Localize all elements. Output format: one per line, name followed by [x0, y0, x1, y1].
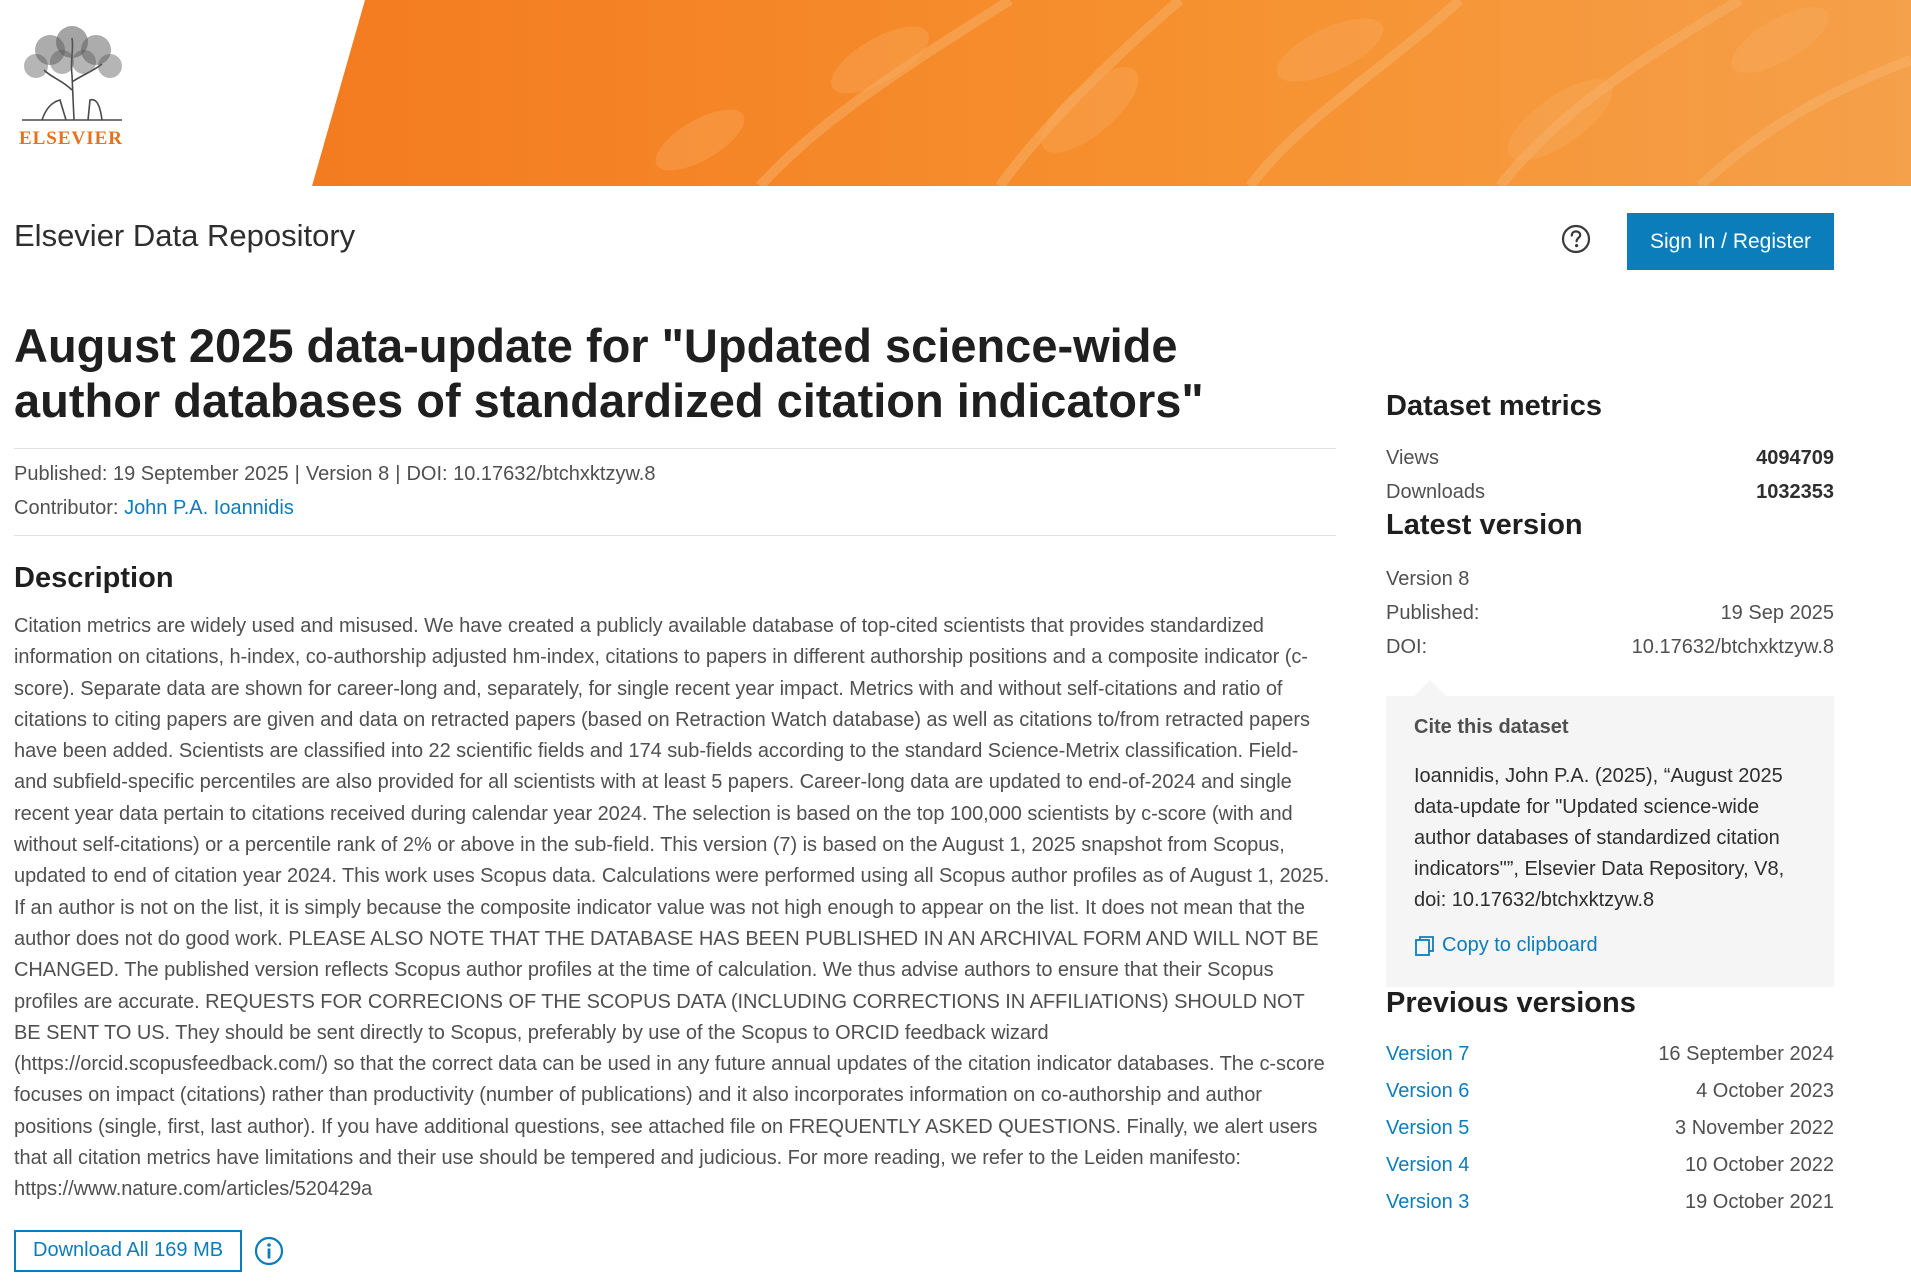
- download-row: [14, 1230, 1336, 1272]
- latest-version-info: [1386, 562, 1834, 664]
- separator: |: [294, 463, 300, 485]
- version-date: 10 October 2022: [1685, 1154, 1834, 1176]
- elsevier-tree-logo-icon: [12, 20, 130, 124]
- previous-version-row: [1386, 1073, 1834, 1110]
- downloads-row: [1386, 475, 1834, 509]
- views-row: [1386, 441, 1834, 475]
- previous-version-row: [1386, 1147, 1834, 1184]
- previous-version-row: [1386, 1110, 1834, 1147]
- download-all-button[interactable]: Download All 169 MB: [14, 1230, 242, 1272]
- previous-version-row: [1386, 1184, 1834, 1221]
- latest-version-heading: Latest version: [1386, 509, 1583, 541]
- previous-version-row: [1386, 1036, 1834, 1073]
- doi-label: DOI: 10.17632/btchxktzyw.8: [406, 463, 656, 485]
- question-circle-icon[interactable]: [1561, 224, 1591, 254]
- version-link[interactable]: Version 5: [1386, 1117, 1470, 1139]
- previous-versions-list: [1386, 1036, 1834, 1221]
- header-banner: [0, 0, 1911, 186]
- latest-doi-row: [1386, 630, 1834, 664]
- version-link[interactable]: Version 3: [1386, 1191, 1470, 1213]
- latest-version-row: [1386, 562, 1834, 596]
- version-date: 3 November 2022: [1675, 1117, 1834, 1139]
- dataset-metrics: [1386, 441, 1834, 509]
- copy-icon: [1414, 935, 1436, 957]
- dataset-main: [14, 318, 1336, 1272]
- version-link[interactable]: Version 4: [1386, 1154, 1470, 1176]
- publication-info: [14, 457, 1336, 491]
- downloads-count: 1032353: [1756, 481, 1834, 503]
- published-date: Published: 19 September 2025: [14, 463, 289, 485]
- contributor-link[interactable]: John P.A. Ioannidis: [124, 497, 294, 519]
- previous-versions-heading: Previous versions: [1386, 987, 1636, 1019]
- version-date: 19 October 2021: [1685, 1191, 1834, 1213]
- site-title[interactable]: Elsevier Data Repository: [14, 218, 356, 253]
- elsevier-logo[interactable]: [12, 20, 130, 160]
- latest-published-label: Published:: [1386, 602, 1480, 624]
- description-text: Citation metrics are widely used and misused. We have created a publicly available database of top-cited scientists that provides standardized information on citations, h-index, co-authorship adjusted hm-index, citations to papers in different authorship positions and a composite indicator (c-score). Separate data are shown for career-long and, separately, for single recent year impact. Metrics with and without self-citations and ratio of citations to citing papers are given and data on retracted papers (based on Retraction Watch database) as well as citations to/from retracted papers have been added. Scientists are classified into 22 scientific fields and 174 sub-fields according to the standard Science-Metrix classification. Field- and subfield-specific percentiles are also provided for all scientists with at least 5 papers. Career-long data are updated to end-of-2024 and single recent year data pertain to citations received during calendar year 2024. The selection is based on the top 100,000 scientists by c-score (with and without self-citations) or a percentile rank of 2% or above in the sub-field. This version (7) is based on the August 1, 2025 snapshot from Scopus, updated to end of citation year 2024. This work uses Scopus data. Calculations were performed using all Scopus author profiles as of August 1, 2025. If an author is not on the list, it is simply because the composite indicator value was not high enough to appear on the list. It does not mean that the author does not do good work. PLEASE ALSO NOTE THAT THE DATABASE HAS BEEN PUBLISHED IN AN ARCHIVAL FORM AND WILL NOT BE CHANGED. The published version reflects Scopus author profiles at the time of calculation. We thus advise authors to ensure that their Scopus profiles are accurate. REQUESTS FOR CORRECIONS OF THE SCOPUS DATA (INCLUDING CORRECTIONS IN AFFILIATIONS) SHOULD NOT BE SENT TO US. They should be sent directly to Scopus, preferably by use of the Scopus to ORCID feedback wizard (https://orcid.scopusfeedback.com/) so that the correct data can be used in any future annual updates of the citation indicator databases. The c-score focuses on impact (citations) rather than productivity (number of publications) and it also incorporates information on co-authorship and author positions (single, first, last author). If you have additional questions, see attached file on FREQUENTLY ASKED QUESTIONS. Finally, we alert users that all citation metrics have limitations and their use should be tempered and judicious. For more reading, we refer to the Leiden manifesto: https://www.nature.com/articles/520429a: [14, 615, 1330, 1201]
- latest-version-label: Version 8: [1386, 568, 1470, 590]
- downloads-label: Downloads: [1386, 481, 1485, 503]
- description-heading: Description: [14, 562, 174, 594]
- latest-published-row: [1386, 596, 1834, 630]
- contributor-info: [14, 491, 1336, 525]
- cite-heading: Cite this dataset: [1414, 716, 1569, 738]
- cite-dataset-box: [1386, 696, 1834, 987]
- version-label: Version 8: [305, 463, 390, 485]
- citation-text: Ioannidis, John P.A. (2025), “August 2025 data-update for "Updated science-wide author databases of standardized citation indicators"”, Elsevier Data Repository, V8, doi: 10.17632/btchxktzyw.8: [1414, 765, 1785, 911]
- orange-banner-graphic: [0, 0, 1911, 186]
- latest-doi-label: DOI:: [1386, 636, 1428, 658]
- version-link[interactable]: Version 6: [1386, 1080, 1470, 1102]
- views-label: Views: [1386, 447, 1439, 469]
- dataset-meta: [14, 448, 1336, 536]
- contributor-label: Contributor:: [14, 497, 119, 519]
- version-link[interactable]: Version 7: [1386, 1043, 1470, 1065]
- separator: |: [395, 463, 401, 485]
- latest-doi-value: 10.17632/btchxktzyw.8: [1631, 636, 1834, 658]
- version-date: 4 October 2023: [1696, 1080, 1834, 1102]
- views-count: 4094709: [1756, 447, 1834, 469]
- info-circle-icon[interactable]: [254, 1236, 284, 1266]
- copy-to-clipboard-link[interactable]: [1414, 934, 1806, 957]
- dataset-metrics-heading: Dataset metrics: [1386, 390, 1602, 422]
- version-date: 16 September 2024: [1658, 1043, 1834, 1065]
- page-title: August 2025 data-update for "Updated science-wide author databases of standardized citation indicators": [14, 319, 1204, 427]
- dataset-sidebar: [1386, 390, 1834, 1221]
- copy-label: Copy to clipboard: [1442, 934, 1598, 956]
- latest-published-value: 19 Sep 2025: [1720, 602, 1834, 624]
- elsevier-wordmark: ELSEVIER: [18, 128, 124, 149]
- sign-in-register-button[interactable]: Sign In / Register: [1627, 213, 1834, 270]
